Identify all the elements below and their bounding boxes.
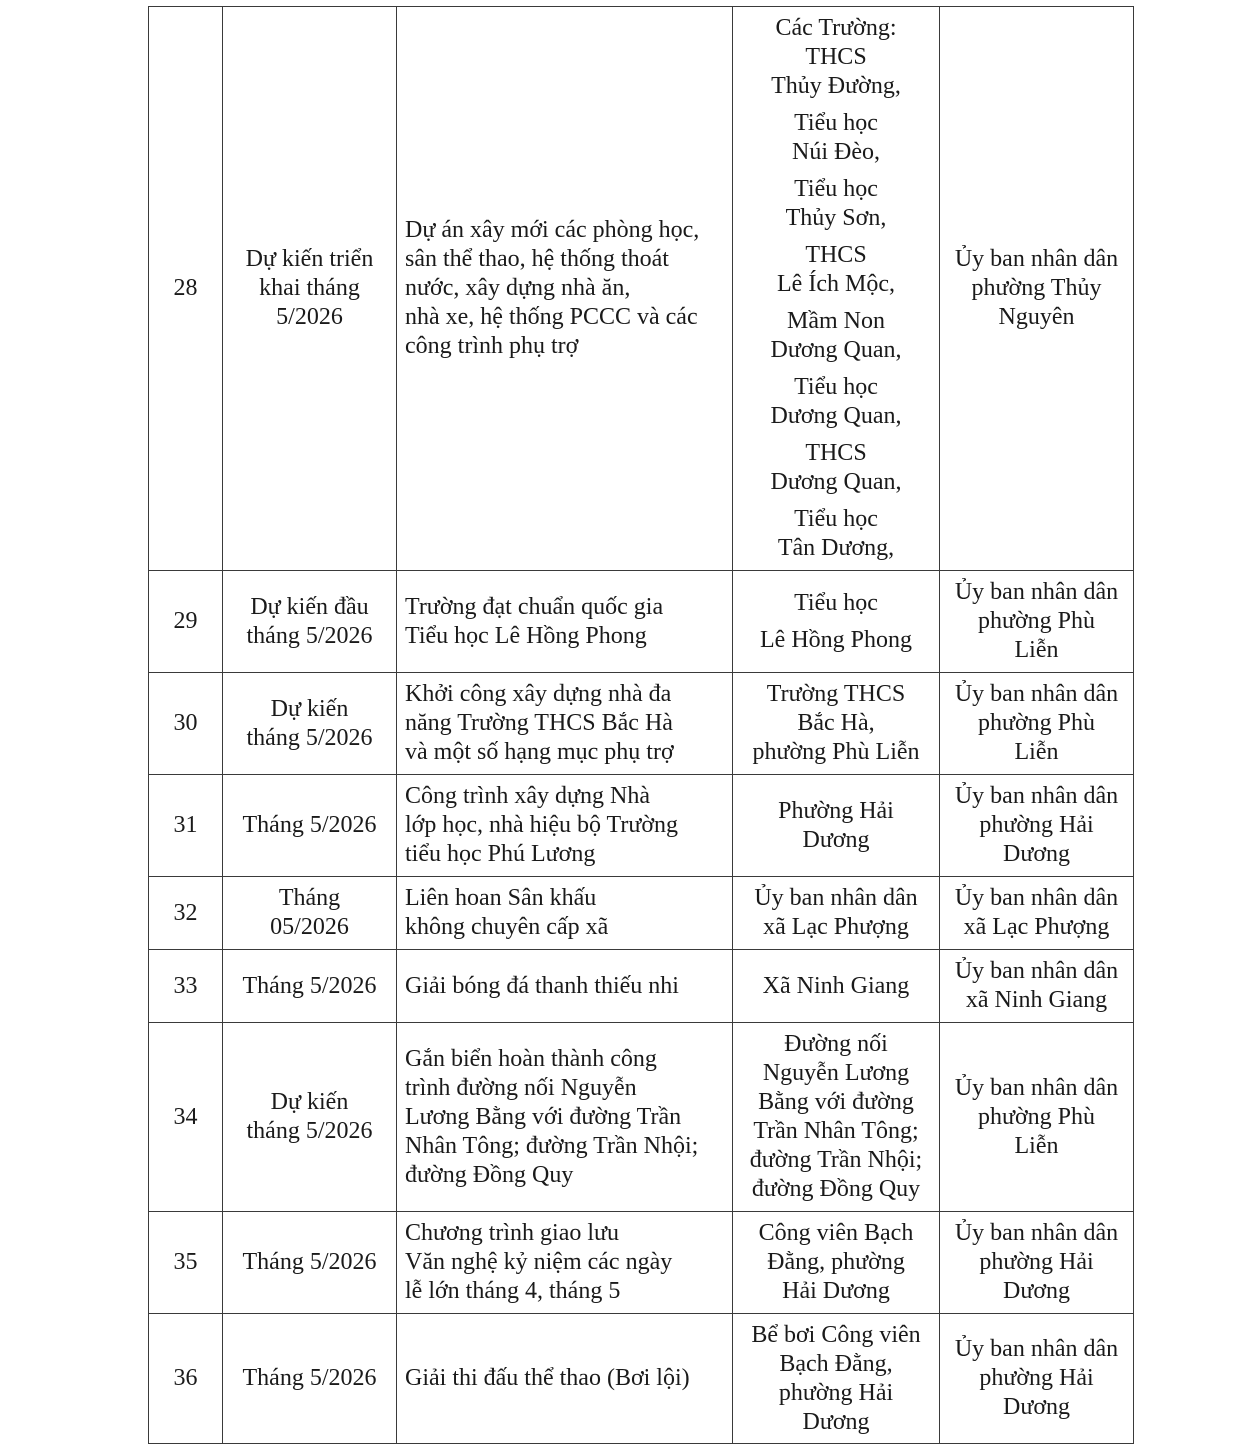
location-group-gap — [741, 618, 931, 626]
time-cell — [223, 1023, 397, 1212]
organizer-line: Ủy ban nhân dân — [954, 1074, 1119, 1101]
content-cell — [397, 775, 733, 877]
content-line: tiểu học Phú Lương — [405, 841, 596, 867]
location-line: đường Đồng Quy — [751, 1176, 921, 1202]
location-group-gap — [741, 167, 931, 175]
location-line: Tân Dương, — [777, 535, 895, 561]
organizer-line: Dương — [1002, 1394, 1071, 1420]
organizer-cell — [940, 7, 1134, 571]
event-schedule-table — [148, 6, 1134, 1444]
location-line: Thủy Sơn, — [785, 205, 887, 231]
time-line: Dự kiến — [270, 695, 349, 722]
time-line: Tháng 5/2026 — [242, 812, 377, 838]
location-cell — [733, 1314, 940, 1444]
content-line: Gắn biển hoàn thành công — [405, 1045, 657, 1072]
row-number-cell — [149, 775, 223, 877]
table-row — [149, 1314, 1134, 1444]
row-number-cell — [149, 571, 223, 673]
time-line: khai tháng — [259, 275, 360, 301]
time-line: 05/2026 — [270, 914, 349, 940]
row-number-cell — [149, 877, 223, 950]
content-line: năng Trường THCS Bắc Hà — [405, 710, 673, 736]
content-line: Giải bóng đá thanh thiếu nhi — [405, 972, 679, 999]
location-line: THCS — [805, 242, 867, 268]
location-line: Dương Quan, — [770, 337, 902, 363]
content-cell — [397, 673, 733, 775]
table-row — [149, 1212, 1134, 1314]
location-cell — [733, 571, 940, 673]
content-cell — [397, 877, 733, 950]
location-line: Tiểu học — [794, 374, 878, 400]
location-line: Dương — [802, 1408, 870, 1435]
location-line: Ủy ban nhân dân — [754, 885, 918, 911]
location-line: Mầm Non — [787, 308, 885, 334]
content-line: Trường đạt chuẩn quốc gia — [405, 593, 664, 620]
time-cell — [223, 775, 397, 877]
time-cell — [223, 7, 397, 571]
table-row — [149, 950, 1134, 1023]
content-line: Chương trình giao lưu — [405, 1220, 620, 1246]
location-line: Trường THCS — [766, 681, 906, 707]
content-cell — [397, 1023, 733, 1212]
row-number-cell — [149, 950, 223, 1023]
location-cell — [733, 1023, 940, 1212]
organizer-line: phường Hải — [979, 812, 1094, 838]
location-line: Đường nối — [784, 1031, 888, 1057]
row-number: 36 — [173, 1365, 198, 1391]
organizer-line: Ủy ban nhân dân — [954, 246, 1119, 272]
row-number: 35 — [173, 1249, 198, 1275]
row-number: 34 — [173, 1103, 198, 1130]
organizer-line: Nguyên — [998, 304, 1075, 330]
location-line: Xã Ninh Giang — [762, 972, 910, 999]
content-cell — [397, 950, 733, 1023]
time-line: tháng 5/2026 — [246, 1118, 373, 1144]
location-line: Nguyễn Lương — [762, 1060, 910, 1086]
location-line: Bể bơi Công viên — [751, 1321, 921, 1348]
location-line: Phường Hải — [778, 797, 894, 824]
location-line: Tiểu học — [794, 589, 878, 616]
organizer-line: Liễn — [1014, 739, 1059, 765]
time-cell — [223, 950, 397, 1023]
location-cell — [733, 950, 940, 1023]
time-line: Tháng 5/2026 — [242, 1249, 377, 1275]
content-line: không chuyên cấp xã — [405, 914, 609, 940]
table-row — [149, 877, 1134, 950]
row-number: 31 — [173, 812, 198, 838]
content-line: sân thể thao, hệ thống thoát — [405, 246, 669, 272]
content-line: lớp học, nhà hiệu bộ Trường — [405, 812, 679, 838]
row-number-cell — [149, 673, 223, 775]
location-group-gap — [741, 101, 931, 109]
organizer-cell — [940, 1314, 1134, 1444]
content-line: Dự án xây mới các phòng học, — [405, 217, 700, 243]
content-line: và một số hạng mục phụ trợ — [405, 739, 674, 765]
time-line: tháng 5/2026 — [246, 622, 373, 649]
location-line: Công viên Bạch — [758, 1220, 914, 1246]
row-number-cell — [149, 1212, 223, 1314]
organizer-cell — [940, 673, 1134, 775]
location-line: Đằng, phường — [767, 1249, 905, 1275]
content-line: Giải thi đấu thể thao (Bơi lội) — [405, 1365, 690, 1391]
organizer-line: phường Phù — [977, 1103, 1096, 1130]
organizer-line: phường Phù — [977, 608, 1096, 634]
organizer-cell — [940, 950, 1134, 1023]
organizer-line: Liễn — [1014, 637, 1059, 663]
organizer-line: Ủy ban nhân dân — [954, 885, 1119, 911]
organizer-line: Ủy ban nhân dân — [954, 579, 1119, 605]
content-line: nước, xây dựng nhà ăn, — [405, 275, 631, 301]
location-line: Bạch Đằng, — [779, 1350, 893, 1377]
content-line: Nhân Tông; đường Trần Nhội; — [405, 1132, 699, 1159]
location-line: Dương Quan, — [770, 403, 902, 429]
row-number: 33 — [173, 972, 198, 999]
location-line: THCS — [805, 44, 867, 70]
row-number-cell — [149, 1314, 223, 1444]
location-group-gap — [741, 233, 931, 241]
organizer-line: Dương — [1002, 1278, 1071, 1304]
organizer-cell — [940, 877, 1134, 950]
organizer-line: Ủy ban nhân dân — [954, 681, 1119, 707]
location-group-gap — [741, 299, 931, 307]
location-line: Dương Quan, — [770, 469, 902, 495]
organizer-line: Dương — [1002, 841, 1071, 867]
organizer-line: xã Ninh Giang — [965, 987, 1108, 1013]
time-cell — [223, 571, 397, 673]
organizer-cell — [940, 775, 1134, 877]
time-line: Tháng 5/2026 — [242, 972, 377, 999]
time-line: Tháng 5/2026 — [242, 1365, 377, 1391]
table-body — [149, 7, 1134, 1444]
content-line: đường Đồng Quy — [405, 1161, 574, 1188]
content-line: Liên hoan Sân khấu — [405, 885, 597, 911]
table-row — [149, 775, 1134, 877]
time-line: Dự kiến triển — [245, 246, 374, 272]
location-cell — [733, 7, 940, 571]
content-line: lễ lớn tháng 4, tháng 5 — [405, 1278, 621, 1304]
location-cell — [733, 1212, 940, 1314]
organizer-line: Ủy ban nhân dân — [954, 1336, 1119, 1362]
organizer-cell — [940, 571, 1134, 673]
organizer-line: xã Lạc Phượng — [963, 914, 1110, 940]
location-group-gap — [741, 431, 931, 439]
table-row — [149, 673, 1134, 775]
content-cell — [397, 7, 733, 571]
location-line: THCS — [805, 440, 867, 466]
organizer-line: Ủy ban nhân dân — [954, 1220, 1119, 1246]
location-line: phường Phù Liễn — [752, 739, 920, 765]
content-line: Công trình xây dựng Nhà — [405, 783, 650, 809]
content-line: nhà xe, hệ thống PCCC và các — [405, 304, 698, 330]
content-line: trình đường nối Nguyễn — [405, 1074, 637, 1101]
time-line: Dự kiến — [270, 1089, 349, 1115]
location-line: Lê Ích Mộc, — [777, 271, 895, 297]
location-line: Các Trường: — [775, 15, 897, 41]
location-line: Núi Đèo, — [792, 139, 880, 165]
organizer-cell — [940, 1212, 1134, 1314]
location-line: phường Hải — [778, 1379, 894, 1406]
organizer-line: phường Hải — [979, 1365, 1094, 1391]
time-line: 5/2026 — [276, 304, 343, 330]
location-line: Tiểu học — [794, 176, 878, 202]
organizer-line: Ủy ban nhân dân — [954, 783, 1119, 809]
location-line: xã Lạc Phượng — [763, 914, 909, 940]
organizer-line: phường Thủy — [971, 275, 1102, 301]
organizer-line: phường Phù — [977, 710, 1096, 736]
location-line: Bằng với đường — [758, 1089, 914, 1115]
time-cell — [223, 1314, 397, 1444]
time-cell — [223, 877, 397, 950]
row-number: 32 — [173, 899, 198, 926]
location-line: Dương — [802, 826, 870, 853]
location-line: Lê Hồng Phong — [760, 626, 912, 653]
content-line: công trình phụ trợ — [405, 333, 579, 359]
organizer-line: Liễn — [1014, 1132, 1059, 1159]
content-cell — [397, 1212, 733, 1314]
content-line: Tiểu học Lê Hồng Phong — [405, 622, 647, 649]
table-row — [149, 571, 1134, 673]
row-number: 28 — [173, 275, 198, 301]
content-line: Khởi công xây dựng nhà đa — [405, 681, 672, 707]
location-line: Trần Nhân Tông; — [753, 1118, 919, 1144]
row-number: 29 — [173, 608, 198, 634]
organizer-cell — [940, 1023, 1134, 1212]
location-group-gap — [741, 365, 931, 373]
location-line: đường Trần Nhội; — [749, 1147, 923, 1173]
time-line: Dự kiến đầu — [250, 593, 369, 620]
location-line: Tiểu học — [794, 506, 878, 532]
content-cell — [397, 1314, 733, 1444]
location-cell — [733, 877, 940, 950]
content-line: Lương Bằng với đường Trần — [405, 1103, 682, 1130]
location-group-gap — [741, 497, 931, 505]
row-number-cell — [149, 1023, 223, 1212]
location-cell — [733, 775, 940, 877]
time-cell — [223, 673, 397, 775]
location-line: Thủy Đường, — [771, 73, 901, 99]
time-line: Tháng — [278, 885, 341, 911]
table-row — [149, 1023, 1134, 1212]
row-number: 30 — [173, 710, 198, 736]
time-cell — [223, 1212, 397, 1314]
time-line: tháng 5/2026 — [246, 724, 373, 751]
row-number-cell — [149, 7, 223, 571]
content-line: Văn nghệ kỷ niệm các ngày — [405, 1249, 673, 1275]
location-line: Bắc Hà, — [797, 710, 875, 736]
organizer-line: phường Hải — [979, 1249, 1094, 1275]
location-line: Hải Dương — [782, 1278, 890, 1304]
content-cell — [397, 571, 733, 673]
location-line: Tiểu học — [794, 110, 878, 136]
location-cell — [733, 673, 940, 775]
table-row — [149, 7, 1134, 571]
organizer-line: Ủy ban nhân dân — [954, 958, 1119, 984]
